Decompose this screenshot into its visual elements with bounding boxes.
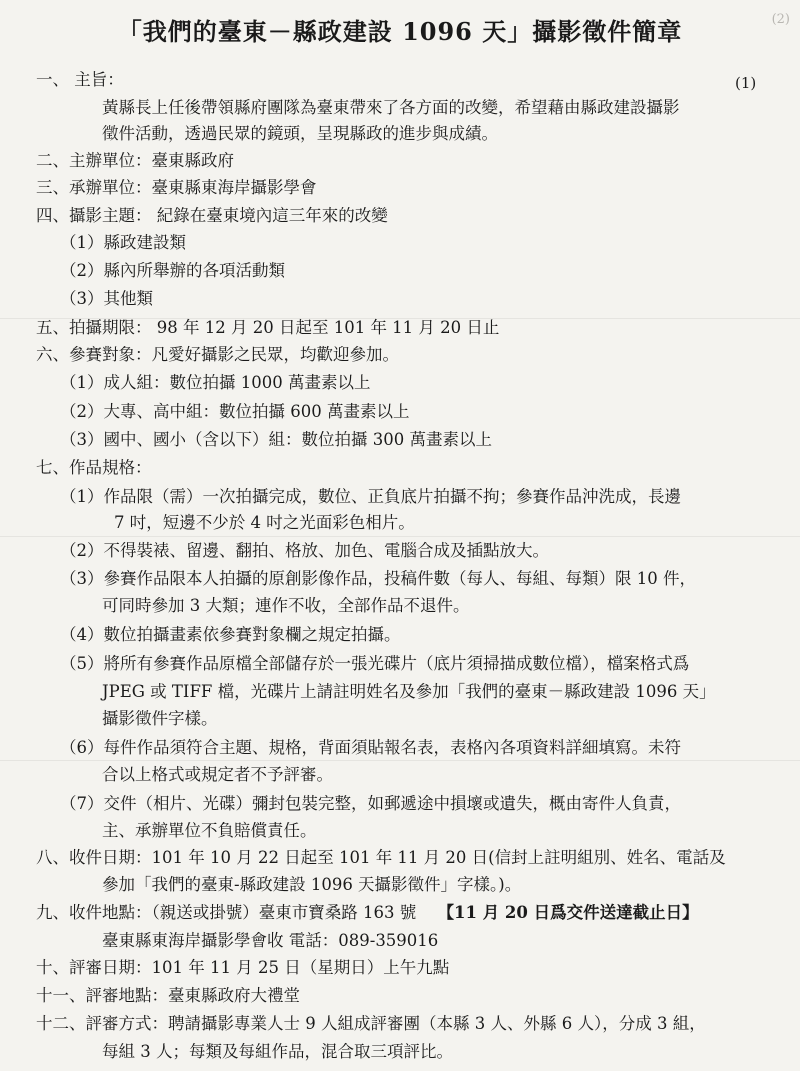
section-6-label: 六、參賽對象：凡愛好攝影之民眾，均歡迎參加。 [36,345,399,364]
section-7-item-6-cont: 合以上格式或規定者不予評審。 [102,765,333,784]
section-7-item-7-cont: 主、承辦單位不負賠償責任。 [102,821,317,840]
section-9-line [36,903,699,923]
section-7-item-4: （4）數位拍攝畫素依參賽對象欄之規定拍攝。 [60,625,401,644]
section-7-item-2: （2）不得裝裱、留邊、翻拍、格放、加色、電腦合成及插點放大。 [60,541,549,560]
section-6-item: （1）成人組：數位拍攝 1000 萬畫素以上 [60,373,371,392]
section-8-line: 八、收件日期：101 年 10 月 22 日起至 101 年 11 月 20 日(信封上註明組別、姓名、電話及 [36,848,726,867]
section-10-judging-date: 十、評審日期：101 年 11 月 25 日（星期日）上午九點 [36,958,450,977]
bleed-through-page-number: (2) [771,12,790,27]
deadline-notice: 【11 月 20 日爲交件送達截止日】 [437,903,699,922]
paper-crease [0,536,800,537]
section-2-organizer: 二、主辦單位：臺東縣政府 [36,151,234,170]
section-4-item: （3）其他類 [60,289,153,308]
section-8-line: 參加「我們的臺東-縣政建設 1096 天攝影徵件」字樣。)。 [102,875,522,894]
section-4-label: 四、攝影主題： 紀錄在臺東境內這三年來的改變 [36,206,388,225]
section-1-label: 一、 主旨： [36,70,124,89]
section-7-item-5: （5）將所有參賽作品原檔全部儲存於一張光碟片（底片須掃描成數位檔），檔案格式爲 [60,654,690,673]
page-number: (1) [735,74,757,92]
section-7-item-5-cont: JPEG 或 TIFF 檔，光碟片上請註明姓名及參加「我們的臺東－縣政建設 1096 天」 [102,682,716,701]
section-12-line: 十二、評審方式：聘請攝影專業人士 9 人組成評審團（本縣 3 人、外縣 6 人），分成 3 組， [36,1014,706,1033]
section-6-item: （3）國中、國小（含以下）組：數位拍攝 300 萬畫素以上 [60,430,492,449]
section-12-line: 每組 3 人；每類及每組作品，混合取三項評比。 [102,1042,453,1061]
section-5-period: 五、拍攝期限： 98 年 12 月 20 日起至 101 年 11 月 20 日止 [36,318,500,337]
section-7-item-5-cont: 攝影徵件字樣。 [102,709,218,728]
paper-crease [0,760,800,761]
section-3-contractor: 三、承辦單位：臺東縣東海岸攝影學會 [36,178,317,197]
section-7-item-1: （1）作品限（需）一次拍攝完成，數位、正負底片拍攝不拘；參賽作品沖洗成，長邊 [60,487,681,506]
section-1-body-line: 徵件活動，透過民眾的鏡頭，呈現縣政的進步與成績。 [102,124,498,143]
section-7-label: 七、作品規格： [36,458,152,477]
section-7-item-1-cont: 7 吋，短邊不少於 4 吋之光面彩色相片。 [114,513,415,532]
document-title: 「我們的臺東－縣政建設 1096 天」攝影徵件簡章 [117,17,683,46]
section-7-item-7: （7）交件（相片、光碟）彌封包裝完整，如郵遞途中損壞或遺失，概由寄件人負責， [60,794,681,813]
section-7-item-6: （6）每件作品須符合主題、規格，背面須貼報名表，表格內各項資料詳細填寫。未符 [60,738,681,757]
section-7-item-3: （3）參賽作品限本人拍攝的原創影像作品，投稿件數（每人、每組、每類）限 10 件， [60,569,696,588]
section-4-item: （1）縣政建設類 [60,233,186,252]
section-11-judging-venue: 十一、評審地點：臺東縣政府大禮堂 [36,986,300,1005]
section-1-body-line: 黃縣長上任後帶領縣府團隊為臺東帶來了各方面的改變，希望藉由縣政建設攝影 [102,98,680,117]
section-6-item: （2）大專、高中組：數位拍攝 600 萬畫素以上 [60,402,410,421]
section-7-item-3-cont: 可同時參加 3 大類；連作不收，全部作品不退件。 [102,596,470,615]
section-9-address: 九、收件地點：（親送或掛號）臺東市寶桑路 163 號 [36,903,417,922]
section-4-item: （2）縣內所舉辦的各項活動類 [60,261,285,280]
section-9-recipient: 臺東縣東海岸攝影學會收 電話：089-359016 [102,931,439,950]
